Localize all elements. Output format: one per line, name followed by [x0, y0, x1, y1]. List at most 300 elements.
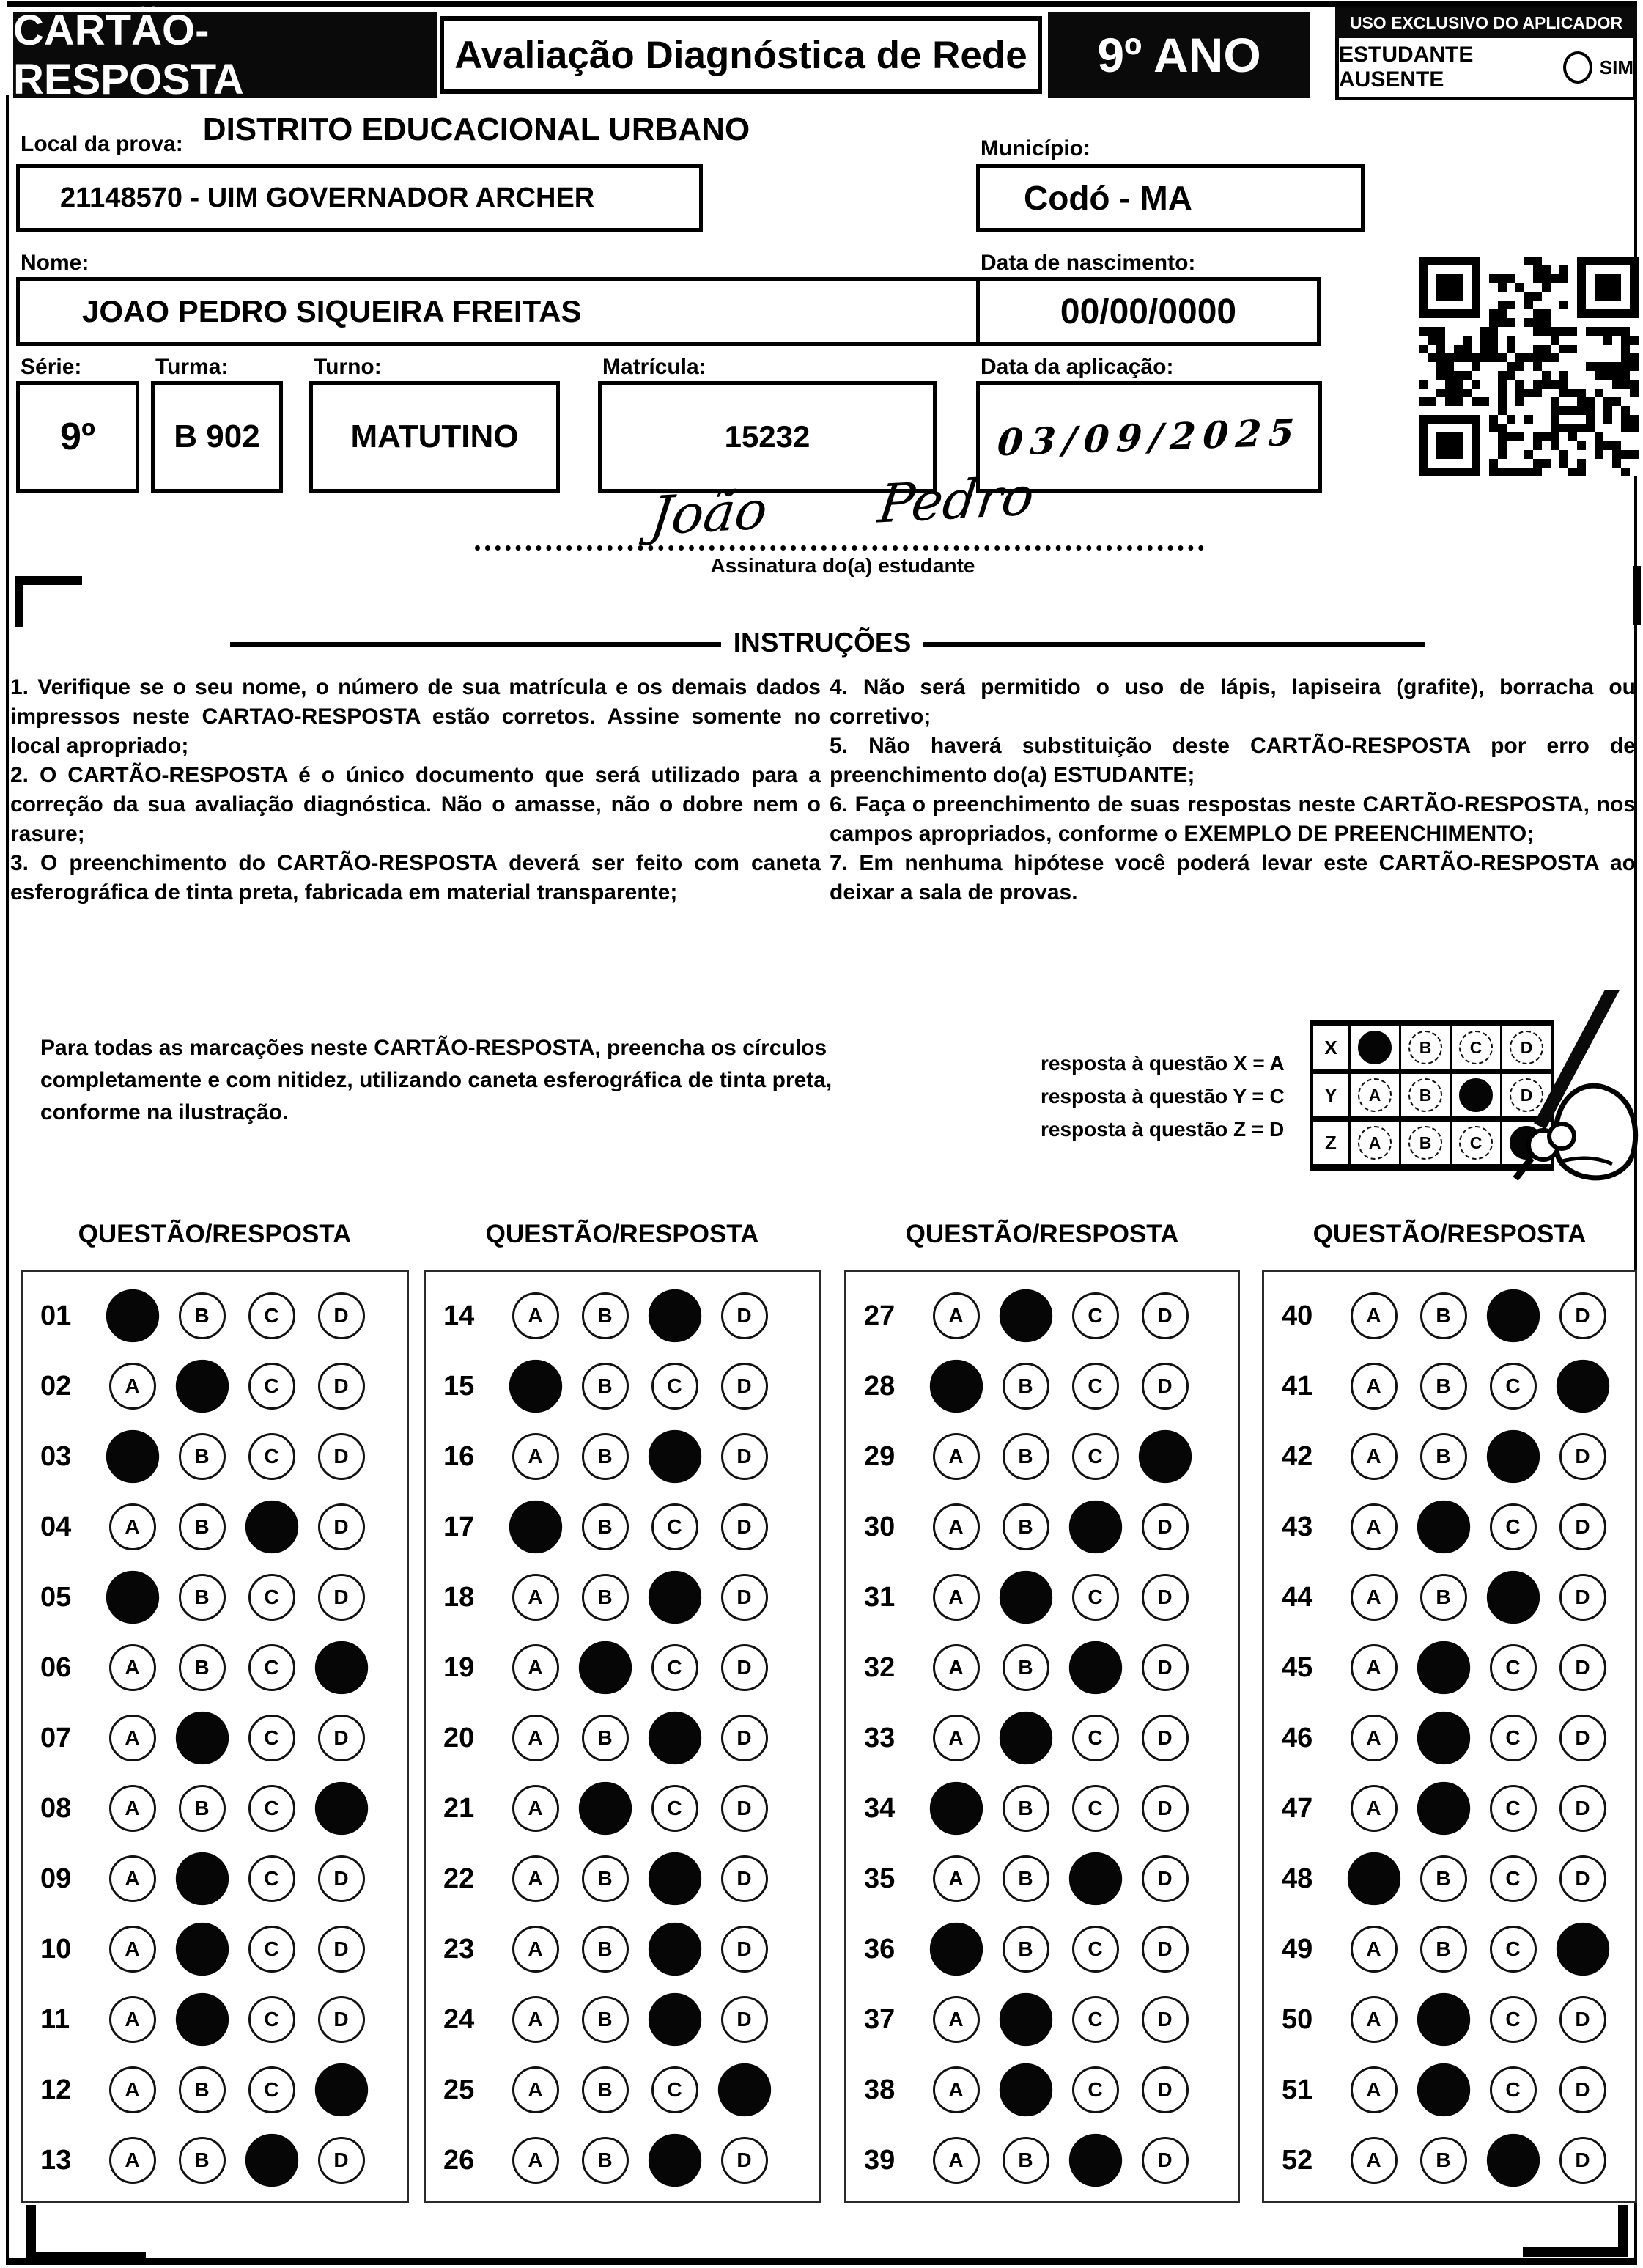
bubble-30-D[interactable]: D	[1142, 1503, 1189, 1550]
bubble-50-A[interactable]: A	[1351, 1996, 1398, 2043]
bubble-33-B-filled[interactable]	[999, 1712, 1052, 1764]
bubble-13-A[interactable]: A	[109, 2137, 156, 2184]
bubble-06-B[interactable]: B	[179, 1644, 226, 1691]
bubble-slot	[991, 1644, 1060, 1691]
bubble-23-B[interactable]: B	[582, 1926, 629, 1973]
bubble-10-A[interactable]: A	[109, 1926, 156, 1973]
bubble-35-C-filled[interactable]	[1068, 1852, 1121, 1905]
question-row-28	[846, 1351, 1238, 1421]
nascimento-label: Data de nascimento:	[981, 251, 1196, 275]
bubble-29-B[interactable]: B	[1003, 1433, 1049, 1480]
bubble-11-A[interactable]: A	[109, 1996, 156, 2043]
bubble-slot	[921, 1574, 991, 1621]
bubble-slot	[1478, 1292, 1548, 1339]
bubble-32-D[interactable]: D	[1142, 1644, 1189, 1691]
bubble-slot	[921, 1644, 991, 1691]
bubble-15-D[interactable]: D	[721, 1363, 768, 1410]
bubble-23-D[interactable]: D	[721, 1926, 768, 1973]
bubble-slot	[640, 1926, 709, 1973]
bubble-46-D[interactable]: D	[1559, 1715, 1606, 1761]
bubble-09-D[interactable]: D	[318, 1855, 365, 1902]
answer-grid-3	[844, 1270, 1240, 2203]
bubble-02-B-filled[interactable]	[175, 1360, 228, 1413]
bubble-slot	[1408, 1996, 1478, 2043]
bubble-48-C[interactable]: C	[1490, 1855, 1537, 1902]
bubble-48-A-filled[interactable]	[1347, 1852, 1400, 1905]
question-number: 42	[1282, 1440, 1313, 1472]
bubble-33-C[interactable]: C	[1072, 1715, 1119, 1761]
bubble-19-A[interactable]: A	[512, 1644, 559, 1691]
bubble-07-C[interactable]: C	[248, 1715, 295, 1761]
bubble-37-C[interactable]: C	[1072, 1996, 1119, 2043]
bubble-49-D-filled[interactable]	[1556, 1923, 1609, 1976]
grade-badge: 9º ANO	[1048, 12, 1310, 98]
bubble-09-C[interactable]: C	[248, 1855, 295, 1902]
bubble-27-B-filled[interactable]	[999, 1289, 1052, 1342]
bubble-40-A[interactable]: A	[1351, 1292, 1398, 1339]
bubble-47-B-filled[interactable]	[1417, 1782, 1469, 1835]
question-number: 06	[40, 1652, 72, 1683]
bubble-16-C-filled[interactable]	[648, 1430, 701, 1483]
bubble-51-B-filled[interactable]	[1417, 2063, 1469, 2116]
bubble-44-B[interactable]: B	[1420, 1574, 1467, 1621]
bubble-35-A[interactable]: A	[933, 1855, 980, 1902]
bubble-slot	[501, 1926, 570, 1973]
bubble-29-A[interactable]: A	[933, 1433, 980, 1480]
bubble-11-D[interactable]: D	[318, 1996, 365, 2043]
bubble-20-A[interactable]: A	[512, 1715, 559, 1761]
bubble-34-A-filled[interactable]	[929, 1782, 982, 1835]
bubble-52-B[interactable]: B	[1420, 2137, 1467, 2184]
bubble-44-D[interactable]: D	[1559, 1574, 1606, 1621]
bubble-45-C[interactable]: C	[1490, 1644, 1537, 1691]
bubble-13-C-filled[interactable]	[245, 2134, 298, 2187]
bubble-31-B-filled[interactable]	[999, 1571, 1052, 1624]
bubble-15-C[interactable]: C	[651, 1363, 698, 1410]
bubble-07-A[interactable]: A	[109, 1715, 156, 1761]
form-subtitle: Avaliação Diagnóstica de Rede	[454, 33, 1027, 77]
bubble-08-A[interactable]: A	[109, 1785, 156, 1832]
question-row-09	[23, 1844, 407, 1914]
bubble-24-B[interactable]: B	[582, 1996, 629, 2043]
bubble-37-B-filled[interactable]	[999, 1993, 1052, 2046]
question-row-48	[1264, 1844, 1635, 1914]
bubble-46-A[interactable]: A	[1351, 1715, 1398, 1761]
bubble-32-C-filled[interactable]	[1068, 1641, 1121, 1694]
example-row-label: Y	[1313, 1074, 1351, 1116]
bubble-12-B[interactable]: B	[179, 2066, 226, 2113]
bubble-40-C-filled[interactable]	[1486, 1289, 1539, 1342]
bubble-22-B[interactable]: B	[582, 1855, 629, 1902]
bubble-28-D[interactable]: D	[1142, 1363, 1189, 1410]
bubble-01-A-filled[interactable]	[106, 1289, 158, 1342]
bubble-43-A[interactable]: A	[1351, 1503, 1398, 1550]
bubble-slot	[1548, 1644, 1617, 1691]
bubble-06-D-filled[interactable]	[314, 1641, 367, 1694]
bubble-27-A[interactable]: A	[933, 1292, 980, 1339]
bubble-03-C[interactable]: C	[248, 1433, 295, 1480]
bubble-23-A[interactable]: A	[512, 1926, 559, 1973]
bubble-48-B[interactable]: B	[1420, 1855, 1467, 1902]
bubble-15-B[interactable]: B	[582, 1363, 629, 1410]
bubble-29-D-filled[interactable]	[1138, 1430, 1191, 1483]
bubble-08-C[interactable]: C	[248, 1785, 295, 1832]
bubble-18-A[interactable]: A	[512, 1574, 559, 1621]
bubble-28-A-filled[interactable]	[929, 1360, 982, 1413]
bubble-17-D[interactable]: D	[721, 1503, 768, 1550]
bubble-38-D[interactable]: D	[1142, 2066, 1189, 2113]
bubble-34-C[interactable]: C	[1072, 1785, 1119, 1832]
bubble-22-A[interactable]: A	[512, 1855, 559, 1902]
bubble-01-B[interactable]: B	[179, 1292, 226, 1339]
bubble-slot	[1060, 1644, 1130, 1691]
question-row-38	[846, 2055, 1238, 2125]
bubble-09-B-filled[interactable]	[175, 1852, 228, 1905]
bubble-44-A[interactable]: A	[1351, 1574, 1398, 1621]
example-bubble-Y-D: D	[1510, 1078, 1543, 1112]
bubble-slot	[1339, 1503, 1408, 1550]
bubble-07-D[interactable]: D	[318, 1715, 365, 1761]
bubble-31-D[interactable]: D	[1142, 1574, 1189, 1621]
bubble-27-D[interactable]: D	[1142, 1292, 1189, 1339]
question-number: 44	[1282, 1581, 1313, 1613]
bubble-33-D[interactable]: D	[1142, 1715, 1189, 1761]
bubble-52-D[interactable]: D	[1559, 2137, 1606, 2184]
instruction-item: 4. Não será permitido o uso de lápis, lapiseira (grafite), borracha ou corretivo;	[830, 675, 1636, 729]
bubble-slot	[1408, 1644, 1478, 1691]
bubble-12-D-filled[interactable]	[314, 2063, 367, 2116]
bubble-41-B[interactable]: B	[1420, 1363, 1467, 1410]
bubble-26-B[interactable]: B	[582, 2137, 629, 2184]
question-row-24	[426, 1984, 819, 2055]
bubble-04-D[interactable]: D	[318, 1503, 365, 1550]
bubble-04-A[interactable]: A	[109, 1503, 156, 1550]
bubble-21-C[interactable]: C	[651, 1785, 698, 1832]
bubble-23-C-filled[interactable]	[648, 1923, 701, 1976]
bubble-15-A-filled[interactable]	[509, 1360, 561, 1413]
bubble-16-B[interactable]: B	[582, 1433, 629, 1480]
bubble-52-C-filled[interactable]	[1486, 2134, 1539, 2187]
bubble-02-A[interactable]: A	[109, 1363, 156, 1410]
example-cell	[1401, 1074, 1452, 1116]
bubble-37-D[interactable]: D	[1142, 1996, 1189, 2043]
bubble-47-A[interactable]: A	[1351, 1785, 1398, 1832]
bubble-10-C[interactable]: C	[248, 1926, 295, 1973]
bubble-42-C-filled[interactable]	[1486, 1430, 1539, 1483]
form-title: CARTÃO-RESPOSTA	[13, 12, 437, 98]
bubble-slot	[1130, 2066, 1200, 2113]
bubble-slot	[921, 1503, 991, 1550]
bubble-slot	[640, 1433, 709, 1480]
bubble-14-C-filled[interactable]	[648, 1289, 701, 1342]
bubble-14-D[interactable]: D	[721, 1292, 768, 1339]
signature-text: João Pedro	[647, 464, 1038, 548]
bubble-32-A[interactable]: A	[933, 1644, 980, 1691]
bubble-46-B-filled[interactable]	[1417, 1712, 1469, 1764]
bubble-42-A[interactable]: A	[1351, 1433, 1398, 1480]
bubble-16-D[interactable]: D	[721, 1433, 768, 1480]
bubble-26-C-filled[interactable]	[648, 2134, 701, 2187]
bubble-43-B-filled[interactable]	[1417, 1501, 1469, 1553]
bubble-04-B[interactable]: B	[179, 1503, 226, 1550]
bubble-12-C[interactable]: C	[248, 2066, 295, 2113]
bubble-13-B[interactable]: B	[179, 2137, 226, 2184]
question-number: 12	[40, 2074, 72, 2105]
bubble-43-D[interactable]: D	[1559, 1503, 1606, 1550]
bubble-slot	[306, 1926, 376, 1973]
bubble-slot	[991, 1855, 1060, 1902]
bubble-50-D[interactable]: D	[1559, 1996, 1606, 2043]
bubble-24-A[interactable]: A	[512, 1996, 559, 2043]
bubble-05-D[interactable]: D	[318, 1574, 365, 1621]
bubble-slot	[921, 1996, 991, 2043]
bubble-01-D[interactable]: D	[318, 1292, 365, 1339]
bubble-slot	[1478, 1785, 1548, 1832]
bubble-slot	[1548, 1926, 1617, 1973]
instruction-item: 6. Faça o preenchimento de suas respostas neste CARTÃO-RESPOSTA, nos campos apropriados, conforme o EXEMPLO DE PREENCHIMENTO;	[830, 792, 1636, 846]
absent-label: ESTUDANTE AUSENTE	[1339, 43, 1474, 92]
question-row-01	[23, 1281, 407, 1351]
question-row-50	[1264, 1984, 1635, 2055]
bubble-16-A[interactable]: A	[512, 1433, 559, 1480]
bubble-13-D[interactable]: D	[318, 2137, 365, 2184]
signature-line	[475, 513, 1204, 551]
bubble-02-D[interactable]: D	[318, 1363, 365, 1410]
bubble-12-A[interactable]: A	[109, 2066, 156, 2113]
bubble-slot	[709, 1292, 779, 1339]
bubble-slot	[501, 1996, 570, 2043]
bubble-49-A[interactable]: A	[1351, 1926, 1398, 1973]
bubble-44-C-filled[interactable]	[1486, 1571, 1539, 1624]
column-header-4: QUESTÃO/RESPOSTA	[1312, 1220, 1587, 1248]
bubble-slot	[640, 1503, 709, 1550]
bubble-08-D-filled[interactable]	[314, 1782, 367, 1835]
question-row-08	[23, 1773, 407, 1844]
bubble-slot	[570, 1292, 640, 1339]
bubble-28-B[interactable]: B	[1003, 1363, 1049, 1410]
bubble-slot	[306, 1715, 376, 1761]
bubble-18-D[interactable]: D	[721, 1574, 768, 1621]
question-number: 19	[443, 1652, 475, 1683]
bubble-05-C[interactable]: C	[248, 1574, 295, 1621]
bubble-10-D[interactable]: D	[318, 1926, 365, 1973]
bubble-03-D[interactable]: D	[318, 1433, 365, 1480]
bubble-17-B[interactable]: B	[582, 1503, 629, 1550]
bubble-37-A[interactable]: A	[933, 1996, 980, 2043]
bubble-18-B[interactable]: B	[582, 1574, 629, 1621]
bubble-slot	[1339, 1433, 1408, 1480]
bubble-39-B[interactable]: B	[1003, 2137, 1049, 2184]
bubble-35-B[interactable]: B	[1003, 1855, 1049, 1902]
bubble-39-C-filled[interactable]	[1068, 2134, 1121, 2187]
bubble-slot	[167, 2137, 237, 2184]
bubble-14-A[interactable]: A	[512, 1292, 559, 1339]
bubble-25-B[interactable]: B	[582, 2066, 629, 2113]
bubble-39-A[interactable]: A	[933, 2137, 980, 2184]
bubble-07-B-filled[interactable]	[175, 1712, 228, 1764]
bubble-20-C-filled[interactable]	[648, 1712, 701, 1764]
bubble-22-C-filled[interactable]	[648, 1852, 701, 1905]
bubble-47-C[interactable]: C	[1490, 1785, 1537, 1832]
question-row-51	[1264, 2055, 1635, 2125]
bubble-40-D[interactable]: D	[1559, 1292, 1606, 1339]
bubble-18-C-filled[interactable]	[648, 1571, 701, 1624]
question-row-05	[23, 1562, 407, 1632]
bubble-20-B[interactable]: B	[582, 1715, 629, 1761]
bubble-01-C[interactable]: C	[248, 1292, 295, 1339]
example-cell	[1401, 1122, 1452, 1164]
bubble-49-B[interactable]: B	[1420, 1926, 1467, 1973]
question-number: 11	[40, 2003, 70, 2035]
bubble-33-A[interactable]: A	[933, 1715, 980, 1761]
bubble-06-A[interactable]: A	[109, 1644, 156, 1691]
bubble-36-B[interactable]: B	[1003, 1926, 1049, 1973]
absent-sim-circle[interactable]	[1563, 51, 1592, 84]
bubble-slot	[640, 1855, 709, 1902]
bubble-slot	[501, 1785, 570, 1832]
bubble-24-C-filled[interactable]	[648, 1993, 701, 2046]
bubble-24-D[interactable]: D	[721, 1996, 768, 2043]
bubble-43-C[interactable]: C	[1490, 1503, 1537, 1550]
bubble-slot	[640, 1574, 709, 1621]
bubble-slot	[1478, 1855, 1548, 1902]
bubble-slot	[1130, 1715, 1200, 1761]
bubble-50-C[interactable]: C	[1490, 1996, 1537, 2043]
bubble-17-A-filled[interactable]	[509, 1501, 561, 1553]
bubble-47-D[interactable]: D	[1559, 1785, 1606, 1832]
aplicador-panel	[1335, 7, 1637, 103]
bubble-slot	[1478, 1644, 1548, 1691]
bubble-slot	[97, 1785, 167, 1832]
bubble-48-D[interactable]: D	[1559, 1855, 1606, 1902]
bubble-09-A[interactable]: A	[109, 1855, 156, 1902]
bubble-03-A-filled[interactable]	[106, 1430, 158, 1483]
bubble-36-C[interactable]: C	[1072, 1926, 1119, 1973]
question-number: 02	[40, 1370, 72, 1402]
bubble-32-B[interactable]: B	[1003, 1644, 1049, 1691]
question-row-43	[1264, 1492, 1635, 1562]
bubble-41-D-filled[interactable]	[1556, 1360, 1609, 1413]
bubble-30-B[interactable]: B	[1003, 1503, 1049, 1550]
bubble-21-B-filled[interactable]	[578, 1782, 631, 1835]
bubble-41-C[interactable]: C	[1490, 1363, 1537, 1410]
bubble-27-C[interactable]: C	[1072, 1292, 1119, 1339]
bubble-51-D[interactable]: D	[1559, 2066, 1606, 2113]
bubble-20-D[interactable]: D	[721, 1715, 768, 1761]
bubble-02-C[interactable]: C	[248, 1363, 295, 1410]
question-number: 21	[443, 1792, 475, 1824]
bubble-31-C[interactable]: C	[1072, 1574, 1119, 1621]
bubble-10-B-filled[interactable]	[175, 1923, 228, 1976]
bubble-36-D[interactable]: D	[1142, 1926, 1189, 1973]
instructions-column-right	[830, 673, 1636, 907]
bubble-45-A[interactable]: A	[1351, 1644, 1398, 1691]
bubble-08-B[interactable]: B	[179, 1785, 226, 1832]
bubble-30-C-filled[interactable]	[1068, 1501, 1121, 1553]
bubble-30-A[interactable]: A	[933, 1503, 980, 1550]
bubble-51-C[interactable]: C	[1490, 2066, 1537, 2113]
bubble-34-D[interactable]: D	[1142, 1785, 1189, 1832]
bubble-14-B[interactable]: B	[582, 1292, 629, 1339]
bubble-42-B[interactable]: B	[1420, 1433, 1467, 1480]
bubble-50-B-filled[interactable]	[1417, 1993, 1469, 2046]
bubble-11-B-filled[interactable]	[175, 1993, 228, 2046]
bubble-slot	[1339, 1855, 1408, 1902]
bubble-slot	[570, 1433, 640, 1480]
bubble-19-C[interactable]: C	[651, 1644, 698, 1691]
bubble-21-A[interactable]: A	[512, 1785, 559, 1832]
bubble-17-C[interactable]: C	[651, 1503, 698, 1550]
bubble-41-A[interactable]: A	[1351, 1363, 1398, 1410]
bubble-slot	[1408, 1926, 1478, 1973]
bubble-26-D[interactable]: D	[721, 2137, 768, 2184]
bubble-04-C-filled[interactable]	[245, 1501, 298, 1553]
hand-pen-illustration	[1486, 990, 1640, 1195]
aplicacao-label: Data da aplicação:	[981, 355, 1174, 379]
bubble-19-D[interactable]: D	[721, 1644, 768, 1691]
bubble-45-B-filled[interactable]	[1417, 1641, 1469, 1694]
matricula-label: Matrícula:	[602, 355, 706, 379]
answer-grid-4	[1262, 1270, 1637, 2203]
bubble-05-A-filled[interactable]	[106, 1571, 158, 1624]
bubble-03-B[interactable]: B	[179, 1433, 226, 1480]
bubble-35-D[interactable]: D	[1142, 1855, 1189, 1902]
bubble-22-D[interactable]: D	[721, 1855, 768, 1902]
bubble-49-C[interactable]: C	[1490, 1926, 1537, 1973]
bubble-slot	[1060, 1503, 1130, 1550]
bubble-25-D-filled[interactable]	[717, 2063, 770, 2116]
question-number: 50	[1282, 2003, 1313, 2035]
bubble-06-C[interactable]: C	[248, 1644, 295, 1691]
bubble-36-A-filled[interactable]	[929, 1923, 982, 1976]
bubble-29-C[interactable]: C	[1072, 1433, 1119, 1480]
bubble-19-B-filled[interactable]	[578, 1641, 631, 1694]
bubble-34-B[interactable]: B	[1003, 1785, 1049, 1832]
bubble-38-B-filled[interactable]	[999, 2063, 1052, 2116]
bubble-42-D[interactable]: D	[1559, 1433, 1606, 1480]
column-header-1: QUESTÃO/RESPOSTA	[78, 1220, 352, 1248]
bubble-slot	[237, 1644, 306, 1691]
question-number: 08	[40, 1792, 72, 1824]
bubble-38-A[interactable]: A	[933, 2066, 980, 2113]
bubble-slot	[570, 1503, 640, 1550]
bubble-25-C[interactable]: C	[651, 2066, 698, 2113]
bubble-40-B[interactable]: B	[1420, 1292, 1467, 1339]
bubble-51-A[interactable]: A	[1351, 2066, 1398, 2113]
bubble-38-C[interactable]: C	[1072, 2066, 1119, 2113]
bubble-25-A[interactable]: A	[512, 2066, 559, 2113]
bubble-21-D[interactable]: D	[721, 1785, 768, 1832]
bubble-39-D[interactable]: D	[1142, 2137, 1189, 2184]
bubble-26-A[interactable]: A	[512, 2137, 559, 2184]
bubble-slot	[1060, 1785, 1130, 1832]
bubble-slot	[921, 1785, 991, 1832]
bubble-slot	[709, 1433, 779, 1480]
bubble-52-A[interactable]: A	[1351, 2137, 1398, 2184]
bubble-slot	[167, 1503, 237, 1550]
bubble-slot	[237, 1574, 306, 1621]
bubble-11-C[interactable]: C	[248, 1996, 295, 2043]
bubble-slot	[1478, 2066, 1548, 2113]
bubble-46-C[interactable]: C	[1490, 1715, 1537, 1761]
bubble-45-D[interactable]: D	[1559, 1644, 1606, 1691]
bubble-31-A[interactable]: A	[933, 1574, 980, 1621]
signature-label: Assinatura do(a) estudante	[710, 554, 975, 577]
bubble-slot	[570, 1574, 640, 1621]
bubble-28-C[interactable]: C	[1072, 1363, 1119, 1410]
question-row-45	[1264, 1632, 1635, 1703]
bubble-05-B[interactable]: B	[179, 1574, 226, 1621]
